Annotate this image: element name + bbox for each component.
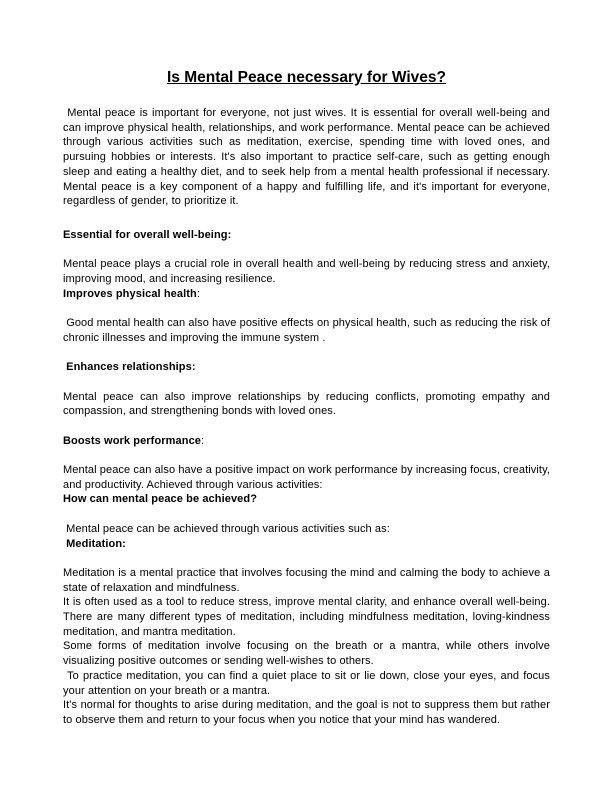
body-paragraph: Some forms of meditation involve focusing on the breath or a mantra, while others involve visualizing positive outcomes or sending well-wishes to others. (63, 640, 554, 668)
body-paragraph: Good mental health can also have positive effects on physical health, such as reducing the risk of chronic illnesses and improving the immune system . (63, 317, 554, 344)
body-paragraph: Mental peace can also improve relationships by reducing conflicts, promoting empathy and compassion, and strengthening bonds with loved ones. (63, 390, 554, 418)
section-heading (63, 228, 550, 243)
section-heading (63, 492, 550, 507)
body-paragraph: It's normal for thoughts to arise during meditation, and the goal is not to suppress them but rather to observe them and return to your focus when you notice that your mind has wandered. (63, 699, 554, 726)
body-paragraph: Mental peace can be achieved through various activities such as: (63, 522, 390, 535)
body-paragraph: To practice meditation, you can find a quiet place to sit or lie down, close your eyes, and focus your attention on your breath or a mantra. (63, 669, 554, 697)
body-paragraph: Mental peace can also have a positive impact on work performance by increasing focus, creativity, and productivity. Achieved through various activities: (63, 464, 554, 491)
body-paragraph: It is often used as a tool to reduce stress, improve mental clarity, and enhance overall well-being. There are many different types of meditation, including mindfulness meditation, loving-kindness meditation, and mantra meditation. (63, 596, 554, 638)
section-heading-text: How can mental peace be achieved? (63, 493, 258, 506)
body-paragraph: Mental peace plays a crucial role in overall health and well-being by reducing stress and anxiety, improving mood, and increasing resilience. (63, 258, 554, 286)
body-paragraph: Meditation is a mental practice that involves focusing the mind and calming the body to achieve a state of relaxation and mindfulness. (63, 566, 554, 594)
document-body (63, 106, 554, 728)
section-heading (63, 360, 550, 375)
section-heading-text: Improves physical health (63, 287, 197, 300)
section-heading (63, 434, 550, 449)
document-title: Is Mental Peace necessary for Wives? (167, 69, 446, 86)
body-paragraph: Mental peace is important for everyone, not just wives. It is essential for overall well-being and can improve physical health, relationships, and work performance. Mental peace can be achieved through various activities such as meditation, exercise, spending time with loved ones, and pursuing hobbies or interests. It's also important to practice self-care, such as getting enough sleep and eating a healthy diet, and to seek help from a mental health professional if necessary. Mental peace is a key component of a happy and fulfilling life, and it's important for everyone, regardless of gender, to prioritize it. (63, 107, 554, 208)
section-heading-text: Enhances relationships: (63, 361, 196, 374)
section-heading-text: Meditation: (63, 537, 126, 550)
section-heading-tail: : (201, 434, 205, 447)
section-heading-text: Boosts work performance (63, 434, 202, 447)
section-heading (63, 287, 550, 302)
section-heading (63, 537, 550, 552)
section-heading-text: Essential for overall well-being: (63, 228, 232, 241)
section-heading-tail: : (196, 287, 200, 300)
